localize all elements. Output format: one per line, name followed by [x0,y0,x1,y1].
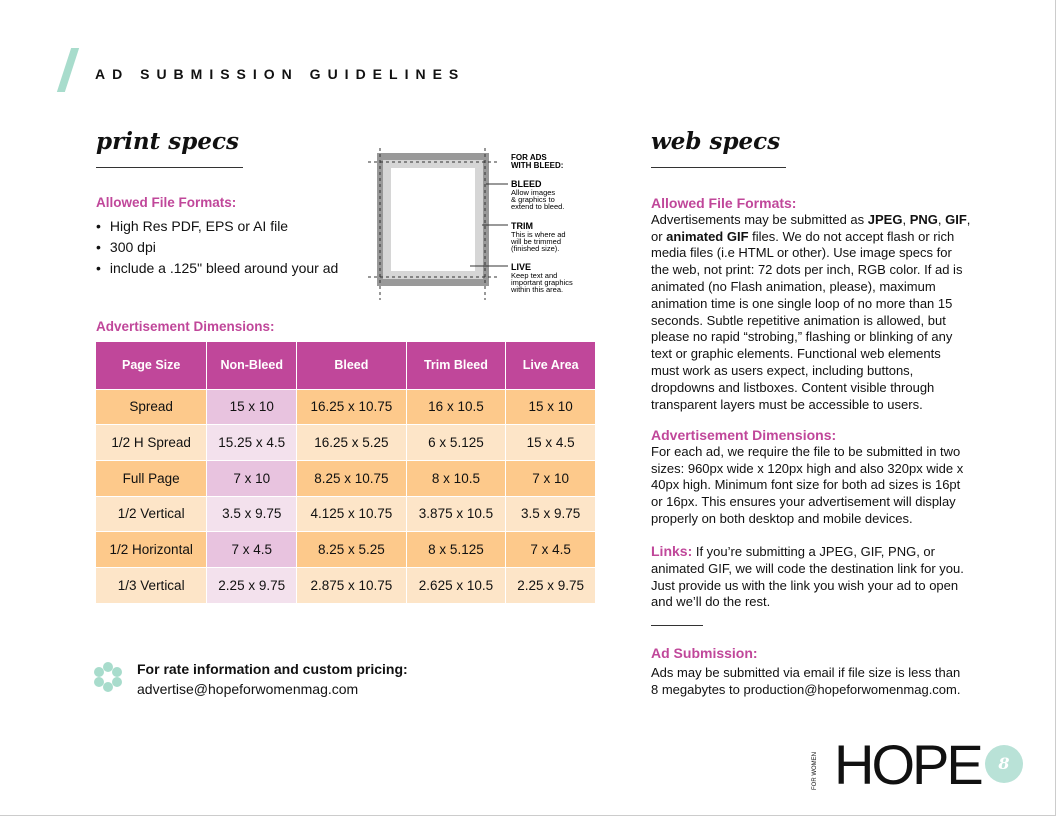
table-cell: 2.625 x 10.5 [406,567,506,603]
submission-section [651,645,971,698]
row-label: 1/2 Vertical [96,496,207,532]
table-cell: 16.25 x 5.25 [297,425,407,461]
live-desc: important graphics [511,278,573,287]
print-specs-heading: print specs [96,128,239,155]
web-dimensions-heading: Advertisement Dimensions: [651,427,837,443]
table-row [96,425,596,461]
bleed-desc: extend to bleed. [511,202,565,211]
table-cell: 6 x 5.125 [406,425,506,461]
web-formats-section [651,195,971,413]
table-cell: 8.25 x 5.25 [297,532,407,568]
table-cell: 8 x 5.125 [406,532,506,568]
column-header: Live Area [506,342,596,389]
table-cell: 8 x 10.5 [406,460,506,496]
asterisk-icon [92,660,124,694]
trim-desc: (finished size). [511,244,560,253]
text: JPEG [867,211,903,227]
trim-desc: This is where ad [511,230,566,239]
live-desc: Keep text and [511,271,558,280]
contact-email[interactable]: advertise@hopeforwomenmag.com [137,681,359,697]
bleed-desc: & graphics to [511,195,555,204]
table-cell: 8.25 x 10.75 [297,460,407,496]
table-cell: 7 x 10 [207,460,297,496]
table-cell: 15 x 4.5 [506,425,596,461]
list-item: • include a .125" bleed around your ad [96,258,338,279]
text: GIF [945,211,967,227]
table-row [96,496,596,532]
page-number-text: 8 [998,754,1010,773]
table-row [96,460,596,496]
web-specs-heading: web specs [651,128,781,155]
contact-label: For rate information and custom pricing: [137,661,408,677]
row-label: 1/2 H Spread [96,425,207,461]
table-cell: 2.875 x 10.75 [297,567,407,603]
row-label: 1/2 Horizontal [96,532,207,568]
table-cell: 2.25 x 9.75 [207,567,297,603]
row-label: 1/3 Vertical [96,567,207,603]
web-dimensions-section [651,427,971,528]
table-cell: 15.25 x 4.5 [207,425,297,461]
table-row [96,532,596,568]
text: , or [651,211,971,244]
submission-heading: Ad Submission: [651,645,758,661]
text: PNG [909,211,938,227]
dimensions-table [96,342,596,603]
table-cell: 2.25 x 9.75 [506,567,596,603]
table-cell: 7 x 4.5 [506,532,596,568]
row-label: Spread [96,389,207,425]
table-cell: 16.25 x 10.75 [297,389,407,425]
links-section [651,543,971,611]
page-title: AD SUBMISSION GUIDELINES [95,66,466,82]
table-cell: 3.5 x 9.75 [207,496,297,532]
submission-text: Ads may be submitted via email if file size is less than 8 megabytes to production@hopeforwomenmag.com. [651,664,961,697]
links-heading: Links: [651,543,693,559]
column-header: Bleed [297,342,407,389]
print-formats-list [96,216,338,279]
hope-logo: HOPE [834,733,981,796]
text: files. We do not accept flash or rich media files (i.e HTML or other). Use image specs for the web, not print: 72 dots per inch, RGB color. If ad is animated (no Flash animation, please), maximum animation time is one single loop of no more than 15 seconds. Subtle repetitive animation is allowed, but please no rapid “strobing,” flashing or blinking of any text or graphic elements. Functional web elements must work as users expect, including buttons, dropdowns and listboxes. Content visible through transparent layers must be accessible to users. [651,228,963,412]
divider [96,167,243,168]
page-number [985,745,1023,783]
live-desc: within this area. [511,285,564,294]
text: animated GIF [666,228,749,244]
bleed-diagram [368,148,598,303]
web-formats-text [651,212,971,414]
column-header: Trim Bleed [406,342,506,389]
column-header: Page Size [96,342,207,389]
logo-small: FOR WOMEN [812,752,818,790]
trim-desc: will be trimmed [511,237,562,246]
table-cell: 7 x 10 [506,460,596,496]
text: , [902,211,910,227]
trim-label: TRIM [511,221,533,231]
table-cell: 3.875 x 10.5 [406,496,506,532]
live-label: LIVE [511,262,532,272]
table-cell: 7 x 4.5 [207,532,297,568]
diagram-heading: WITH BLEED: [511,161,564,170]
text: , [937,211,942,227]
list-item: • 300 dpi [96,237,338,258]
links-text: If you’re submitting a JPEG, GIF, PNG, or animated GIF, we will code the destination link for you. Just provide us with the link you wish your ad to open and we’ll do the rest. [651,544,964,610]
table-row [96,567,596,603]
print-formats-heading: Allowed File Formats: [96,195,237,210]
bleed-label: BLEED [511,179,542,189]
row-label: Full Page [96,460,207,496]
print-dimensions-heading: Advertisement Dimensions: [96,319,275,334]
text: Advertisements may be submitted as [651,211,868,227]
table-cell: 15 x 10 [207,389,297,425]
list-item: • High Res PDF, EPS or AI file [96,216,338,237]
table-cell: 15 x 10 [506,389,596,425]
divider [651,625,703,626]
divider [651,167,786,168]
table-cell: 16 x 10.5 [406,389,506,425]
table-row [96,389,596,425]
bleed-desc: Allow images [511,188,556,197]
web-dimensions-text: For each ad, we require the file to be submitted in two sizes: 960px wide x 120px high and also 320px wide x 40px high. Minimum font size for both ad sizes is 16pt or 16px. This ensures your advertisement will display properly on both desktop and mobile devices. [651,443,964,526]
table-cell: 3.5 x 9.75 [506,496,596,532]
column-header: Non-Bleed [207,342,297,389]
diagram-heading: FOR ADS [511,153,547,162]
table-cell: 4.125 x 10.75 [297,496,407,532]
web-formats-heading: Allowed File Formats: [651,195,797,211]
